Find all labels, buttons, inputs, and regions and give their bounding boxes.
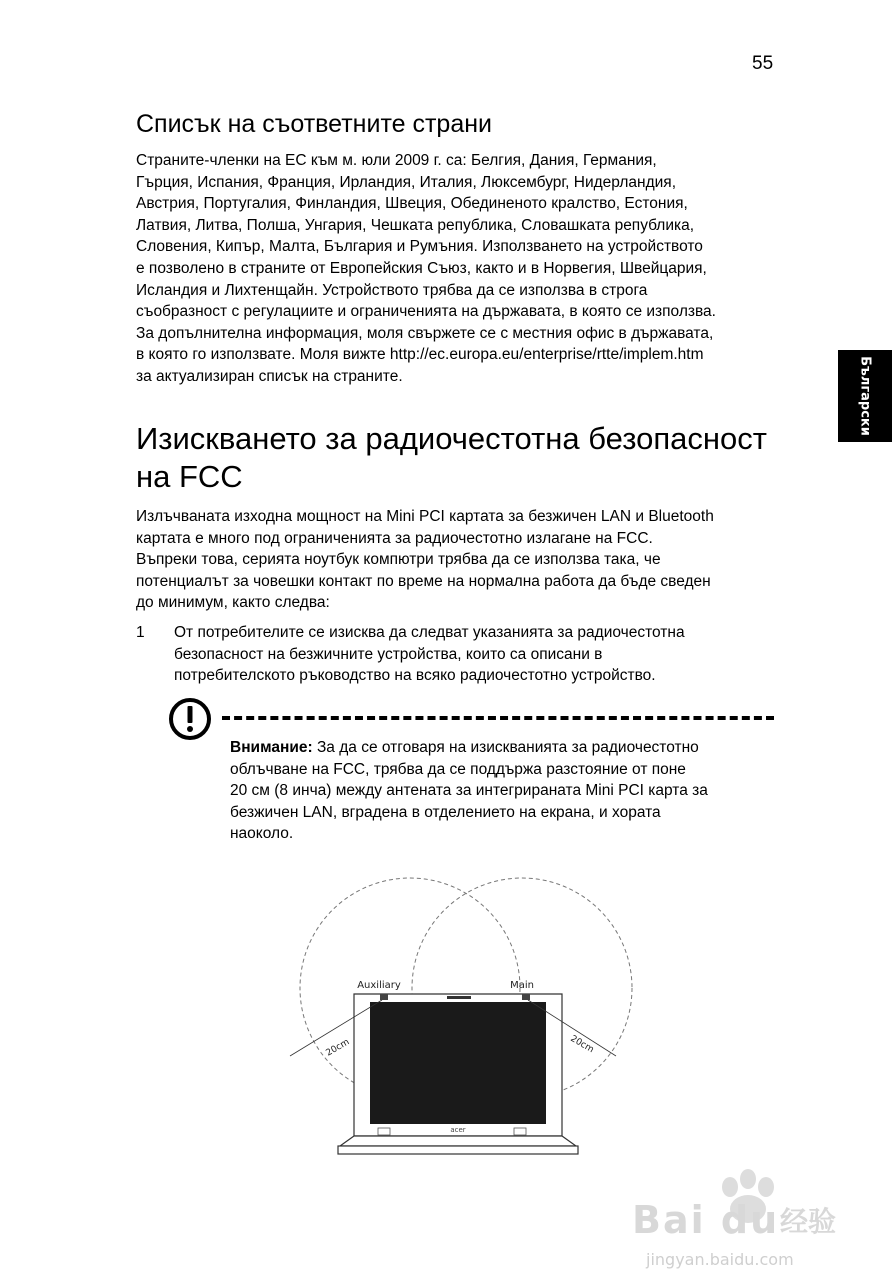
laptop-antenna-diagram [270,870,650,1170]
warning-icon [168,697,212,741]
note-text: За да се отговаря на изискванията за радиочестотно облъчване на FCC, трябва да се поддържа разстояние от поне 20 см (8 инча) между антената за интегрираната Mini PCI карта за безжичен LAN, вградена в отделението на екрана, и хората наоколо. [230,739,708,843]
laptop-logo: acer [450,1126,466,1134]
warning-note [230,737,780,845]
countries-paragraph: Страните-членки на ЕС към м. юли 2009 г. са: Белгия, Дания, Германия, Гърция, Испания, Франция, Ирландия, Италия, Люксембург, Нидерландия, Австрия, Португалия, Финландия, Швеция, Обединеното кралство, Естония, Латвия, Литва, Полша, Унгария, Чешката република, Словашката република, Словения, Кипър, Малта, България и Румъния. Използването на устройството е позволено в страните от Европейския Съюз, както и в Норвегия, Швейцария, Исландия и Лихтенщайн. Устройството трябва да се използва в строга съобразност с регулациите и ограниченията на държавата, в която се използва. За допълнителна информация, моля свържете се с местния офис в държавата, в която го използвате. Моля вижте http://ec.europa.eu/enterprise/rtte/implem.htm за актуализиран списък на страните. [136,152,716,385]
fcc-paragraph: Излъчваната изходна мощност на Mini PCI картата за безжичен LAN и Bluetooth картата е много под ограниченията за радиочестотно излагане на FCC. Въпреки това, серията ноутбук компютри трябва да се използва така, че потенциалът за човешки контакт по време на нормална работа да бъде сведен до минимум, както следва: [136,508,714,612]
watermark-url: jingyan.baidu.com [646,1250,794,1269]
note-label: Внимание: [230,739,313,756]
distance-label-right: 20cm [568,1033,596,1056]
antenna-label-auxiliary: Auxiliary [357,980,401,991]
language-tab [838,350,892,442]
page-number: 55 [752,53,774,74]
antenna-label-main: Main [510,980,534,991]
section-heading-fcc: Изискването за радиочестотна безопасност на FCC [136,421,767,494]
language-tab-label: Български [857,356,873,436]
baidu-watermark [632,1165,842,1275]
note-divider [222,716,774,720]
laptop-illustration [338,994,578,1154]
list-item-number: 1 [136,624,145,641]
section-heading-countries: Списък на съответните страни [136,110,492,138]
list-item-text: От потребителите се изисква да следват указанията за радиочестотна безопасност на безжичните устройства, които са описани в потребителското ръководство на всяко радиочестотно устройство. [174,624,685,685]
distance-label-left: 20cm [324,1037,352,1059]
watermark-brand: Bai du [632,1198,780,1242]
watermark-brand-cn: 经验 [780,1205,837,1238]
